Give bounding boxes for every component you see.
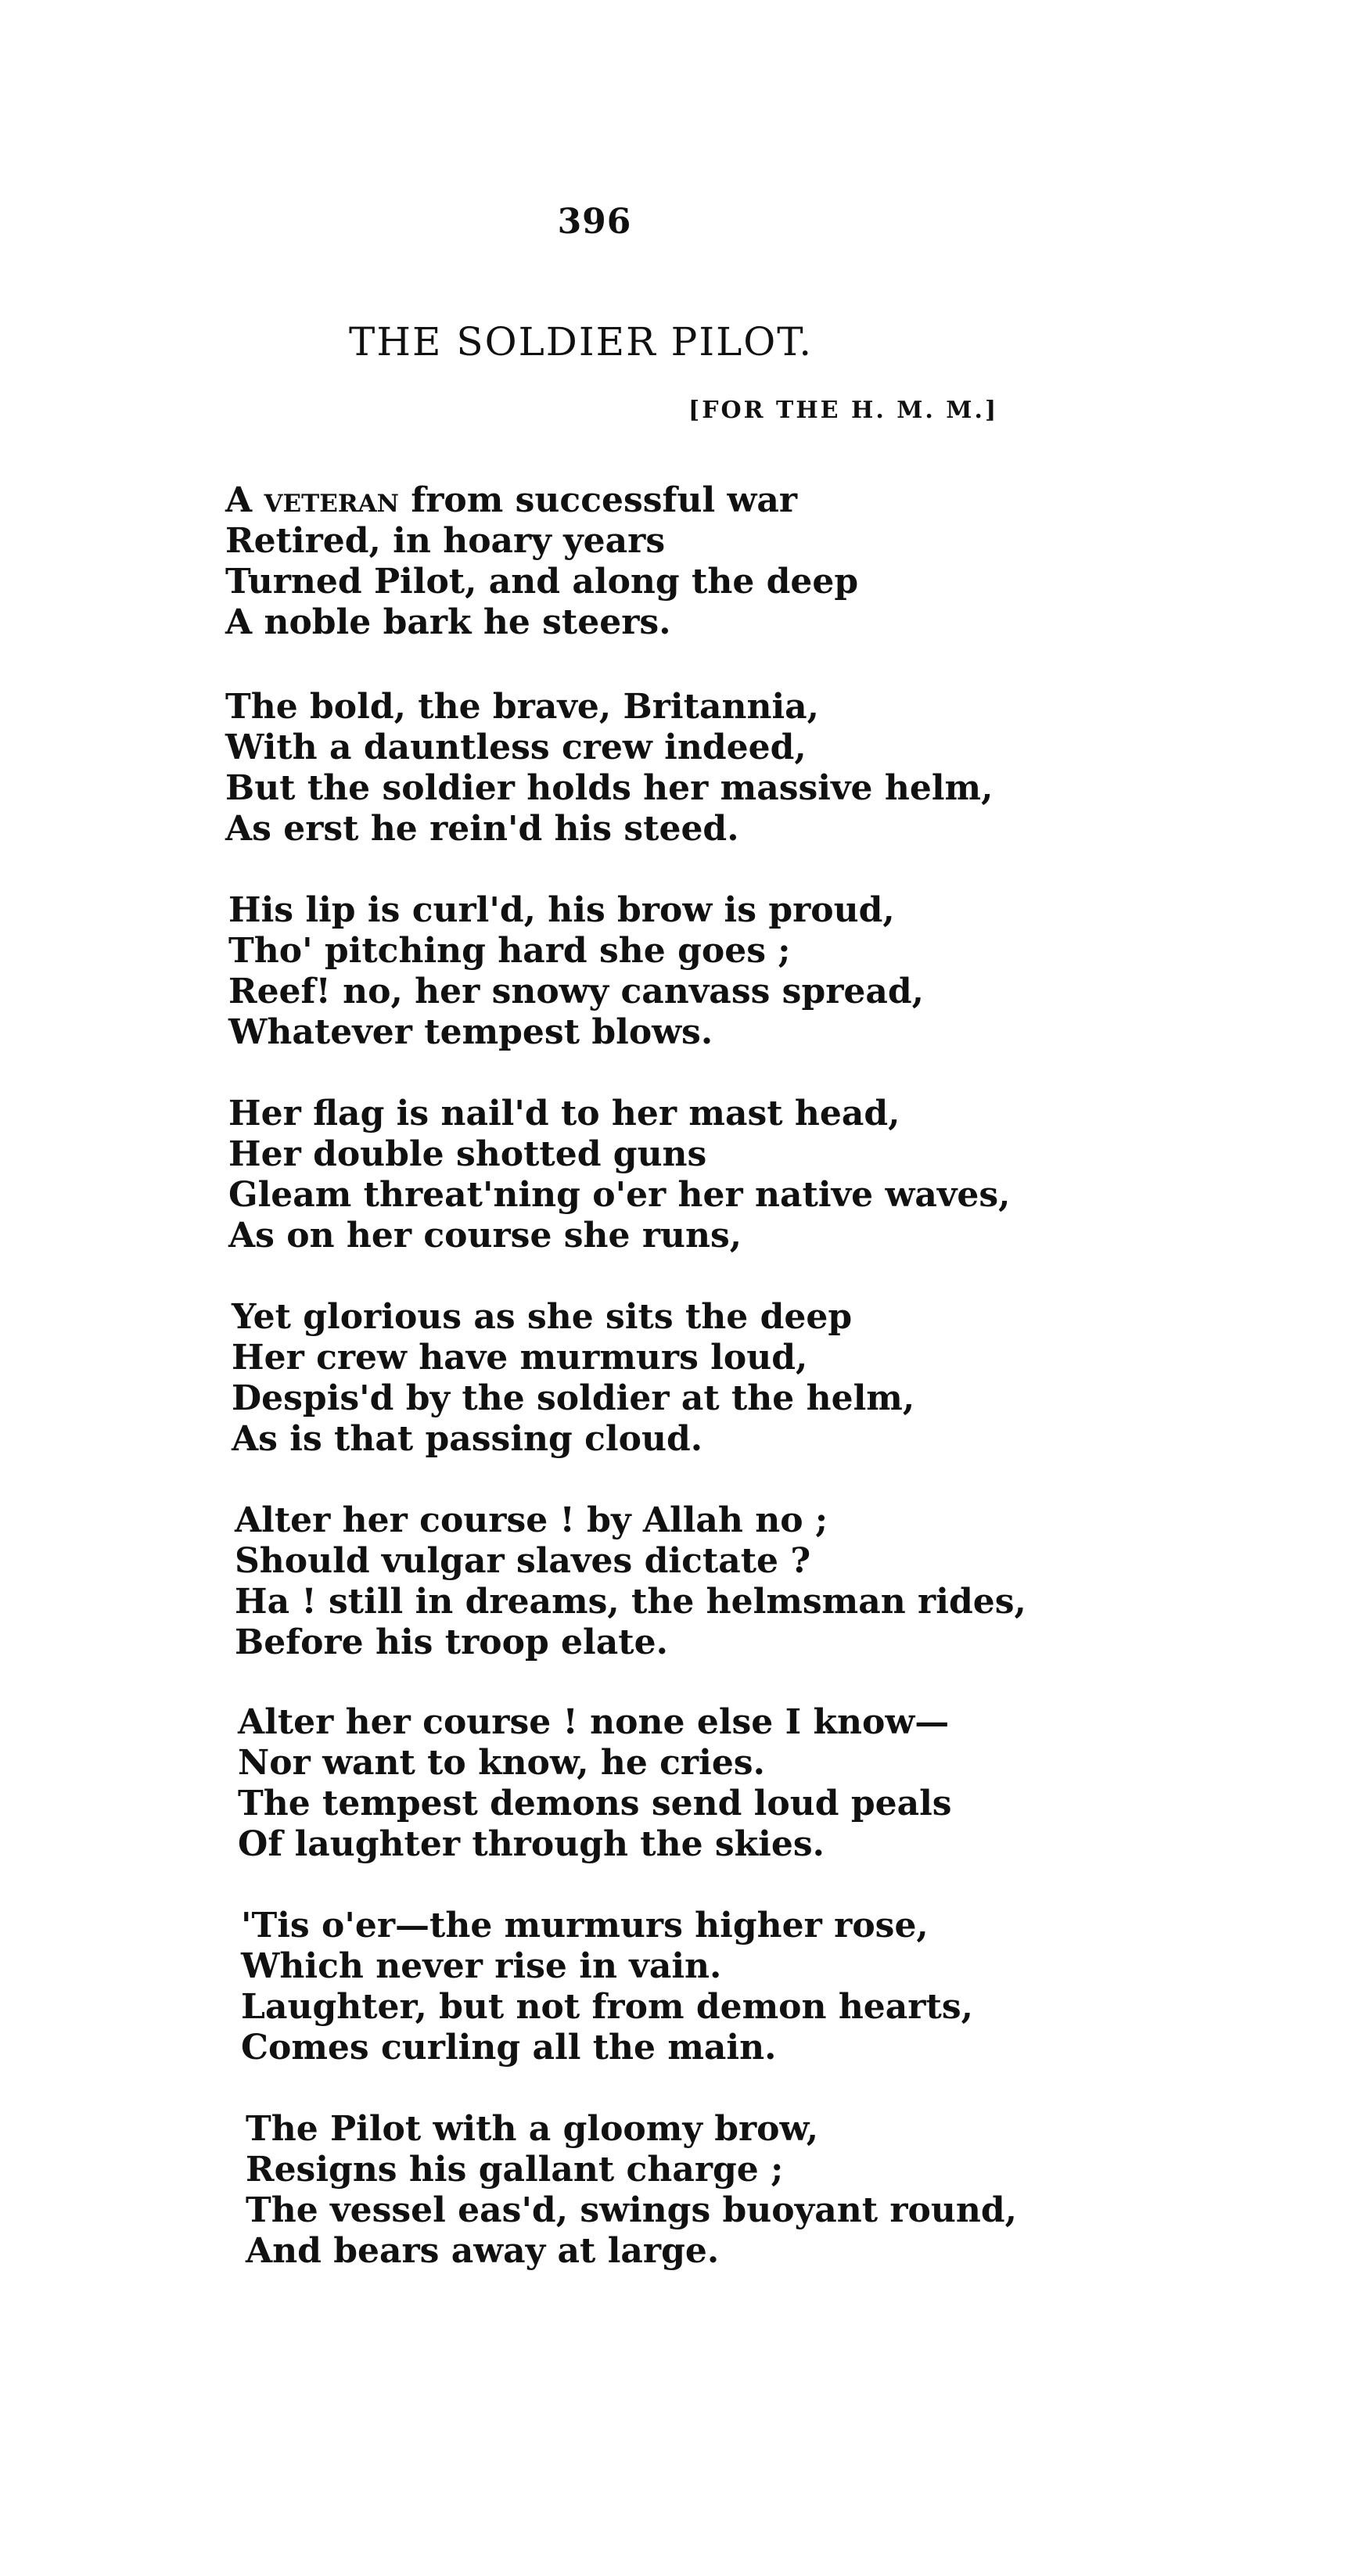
poem-line: Of laughter through the skies.: [238, 1824, 825, 1864]
poem-line: Whatever tempest blows.: [228, 1012, 713, 1052]
poem-line: Tho' pitching hard she goes ;: [228, 931, 791, 971]
poem-line: Alter her course ! by Allah no ;: [235, 1500, 828, 1540]
poem-line: Reef! no, her snowy canvass spread,: [228, 972, 924, 1011]
poem-line: The bold, the brave, Britannia,: [225, 687, 819, 727]
poem-line: Her double shotted guns: [228, 1134, 707, 1174]
page-number: 396: [557, 202, 632, 242]
poem-line: Gleam threat'ning o'er her native waves,: [228, 1175, 1011, 1215]
poem-title: THE SOLDIER PILOT.: [349, 319, 814, 365]
poem-line: And bears away at large.: [246, 2231, 720, 2271]
poem-line: Yet glorious as she sits the deep: [232, 1297, 853, 1337]
poem-line: 'Tis o'er—the murmurs higher rose,: [241, 1906, 929, 1945]
poem-line: Turned Pilot, and along the deep: [225, 562, 859, 602]
poem-line: But the soldier holds her massive helm,: [225, 768, 994, 808]
line-rest: from successful war: [399, 480, 798, 520]
poem-line: Which never rise in vain.: [241, 1946, 722, 1986]
poem-line: With a dauntless crew indeed,: [225, 728, 807, 767]
poem-line: As on her course she runs,: [228, 1216, 742, 1256]
poem-line: Before his troop elate.: [235, 1622, 668, 1662]
poem-line: The Pilot with a gloomy brow,: [246, 2109, 819, 2149]
poem-line: The vessel eas'd, swings buoyant round,: [246, 2190, 1017, 2230]
poem-line: Ha ! still in dreams, the helmsman rides,: [235, 1582, 1026, 1622]
poem-line: [225, 480, 798, 520]
poem-line: His lip is curl'd, his brow is proud,: [228, 890, 895, 930]
poem-line: As erst he rein'd his steed.: [225, 809, 739, 849]
poem-line: Comes curling all the main.: [241, 2028, 777, 2068]
line-lead: A: [225, 480, 264, 520]
poem-line: A noble bark he steers.: [225, 602, 671, 642]
poem-line: Retired, in hoary years: [225, 521, 666, 561]
poem-line: As is that passing cloud.: [232, 1419, 703, 1459]
poem-line: Nor want to know, he cries.: [238, 1743, 765, 1783]
poem-line: Alter her course ! none else I know—: [238, 1702, 950, 1742]
poem-line: Despis'd by the soldier at the helm,: [232, 1378, 915, 1418]
poem-line: Laughter, but not from demon hearts,: [241, 1987, 973, 2027]
poem-line: Her crew have murmurs loud,: [232, 1338, 808, 1378]
poem-line: The tempest demons send loud peals: [238, 1784, 952, 1823]
dedication: [FOR THE H. M. M.]: [688, 397, 999, 424]
poem-line: Should vulgar slaves dictate ?: [235, 1541, 811, 1581]
line-smallcaps-word: veteran: [264, 480, 399, 520]
poem-line: Resigns his gallant charge ;: [246, 2150, 784, 2190]
poem-line: Her flag is nail'd to her mast head,: [228, 1094, 900, 1134]
